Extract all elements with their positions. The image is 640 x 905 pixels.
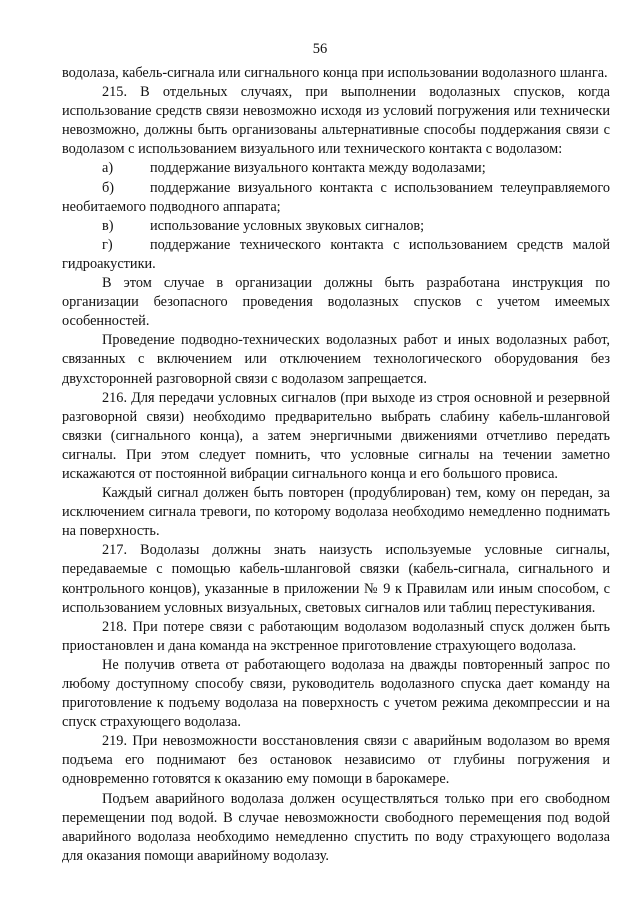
paragraph-signal-repeat: Каждый сигнал должен быть повторен (продублирован) тем, кому он передан, за исключением сигнала тревоги, по которому водолаза необходимо немедленно поднимать на поверхность. (62, 485, 610, 540)
list-item-text: поддержание визуального контакта с использованием телеуправляемого необитаемого подводного аппарата; (62, 179, 610, 215)
list-marker: а) (102, 160, 114, 177)
paragraph-219: 219. При невозможности восстановления связи с аварийным водолазом во время подъема его поднимают без остановок независимо от глубины погружения и одновременно готовятся к оказанию ему помощи в барокамере. (62, 733, 610, 788)
paragraph-218: 218. При потере связи с работающим водолазом водолазный спуск должен быть приостановлен и дана команда на экстренное приготовление страхующего водолаза. (62, 618, 610, 654)
paragraph-216: 216. Для передачи условных сигналов (при выходе из строя основной и резервной разговорной связи) необходимо предварительно выбрать слабину кабель-шланговой связки (сигнального конца), а затем энергичными движениями отчетливо передать сигналы. При этом следует помнить, что условные сигналы на течении заметно искажаются от постоянной вибрации сигнального конца и его большого провиса. (62, 389, 610, 482)
paragraph-217: 217. Водолазы должны знать наизусть используемые условные сигналы, передаваемые с помощью кабель-шланговой связки (кабель-сигнала, сигнального и контрольного концов), указанные в приложении № 9 к Правилам или иным способом, с использованием условных визуальных, световых сигналов или таблиц перестукивания. (62, 542, 610, 616)
list-item-a (62, 159, 610, 178)
list-item-text: использование условных звуковых сигналов; (150, 217, 425, 234)
list-item-text: поддержание визуального контакта между водолазами; (150, 160, 486, 177)
paragraph-instruction: В этом случае в организации должны быть разработана инструкция по организации безопасного проведения водолазных спусков с учетом имеемых особенностей. (62, 275, 610, 330)
list-item-v (62, 217, 610, 236)
list-marker: б) (102, 179, 115, 196)
list-item-b (62, 179, 610, 217)
paragraph-emergency-lift: Подъем аварийного водолаза должен осуществляться только при его свободном перемещении под водой. В случае невозможности свободного перемещения под водой аварийного водолаза необходимо немедленно спустить по воду страхующего водолаза для оказания помощи аварийному водолазу. (62, 790, 610, 864)
paragraph-continuation: водолаза, кабель-сигнала или сигнального конца при использовании водолазного шланга. (62, 65, 608, 81)
document-body (62, 64, 610, 866)
list-item-text: поддержание технического контакта с использованием средств малой гидроакустики. (62, 236, 610, 272)
paragraph-prohibition: Проведение подводно-технических водолазных работ и иных водолазных работ, связанных с включением или отключением технологического оборудования без двухсторонней разговорной связи с водолазом запрещается. (62, 332, 610, 387)
paragraph-no-answer: Не получив ответа от работающего водолаза на дважды повторенный запрос по любому доступному способу связи, руководитель водолазного спуска дает команду на приготовление к подъему водолаза на поверхность с учетом режима декомпрессии и на спуск страхующего водолаза. (62, 656, 610, 731)
paragraph-215: 215. В отдельных случаях, при выполнении водолазных спусков, когда использование средств связи невозможно исходя из условий погружения или технически невозможно, должны быть организованы альтернативные способы поддержания связи с водолазом с использованием визуального или технического контакта с водолазом: (62, 84, 610, 158)
list-marker: в) (102, 217, 114, 234)
list-marker: г) (102, 236, 113, 253)
page-number: 56 (312, 41, 328, 57)
list-item-g (62, 236, 610, 274)
